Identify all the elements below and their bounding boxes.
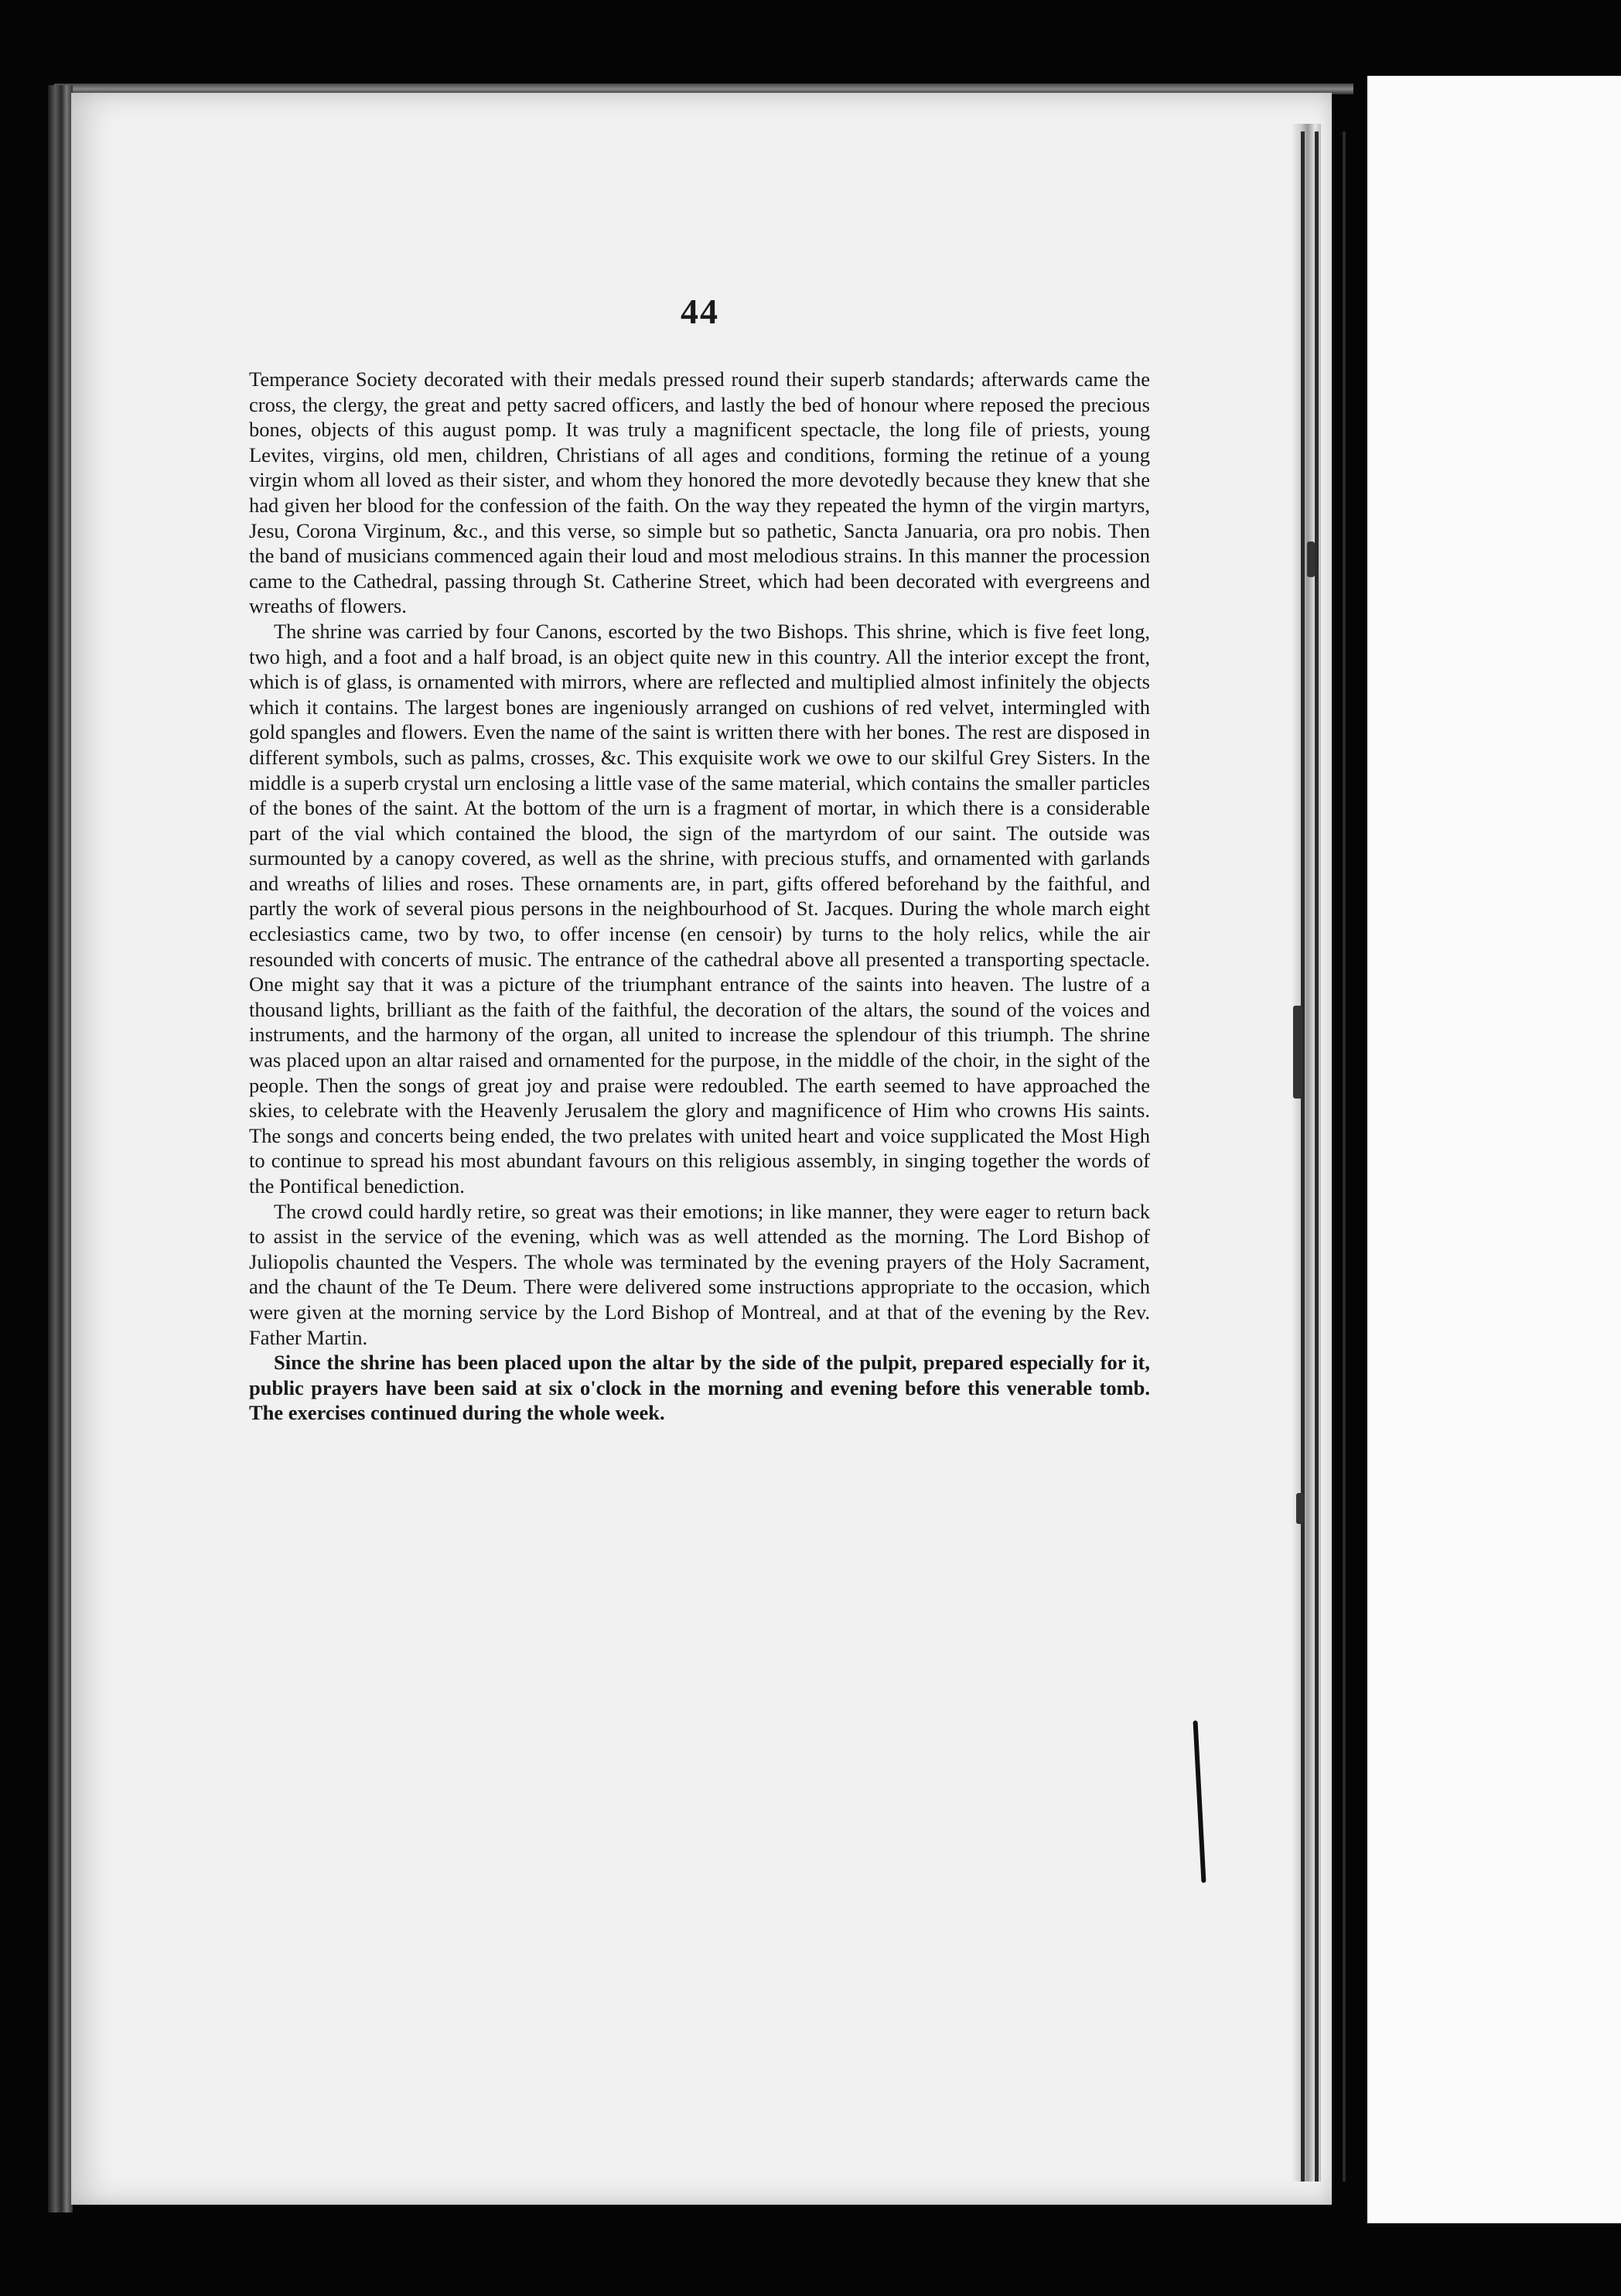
- binding-thread-mark: [1307, 542, 1315, 577]
- page-number: 44: [681, 292, 719, 331]
- binding-thread-mark: [1296, 1493, 1304, 1524]
- paragraph: Since the shrine has been placed upon the altar by the side of the pulpit, prepared especially for it, public prayers have been said at six o'clock in the morning and evening before this venerable tomb. The exercises continued during the whole week.: [249, 1351, 1150, 1425]
- paragraph: Temperance Society decorated with their medals pressed round their superb standards; afterwards came the cross, the clergy, the great and petty sacred officers, and lastly the bed of honour where reposed the precious bones, objects of this august pomp. It was truly a magnificent spectacle, the long file of priests, young Levites, virgins, old men, children, Christians of all ages and conditions, forming the retinue of a young virgin whom all loved as their sister, and whom they honored the more devotedly because they knew that she had given her blood for the confession of the faith. On the way they repeated the hymn of the virgin martyrs, Jesu, Corona Virginum, &c., and this verse, so simple but so pathetic, Sancta Januaria, ora pro nobis. Then the band of musicians commenced again their loud and most melodious strains. In this manner the procession came to the Cathedral, passing through St. Catherine Street, which had been decorated with evergreens and wreaths of flowers.: [249, 367, 1150, 618]
- gutter-shadow-line: [1315, 132, 1319, 2182]
- book-left-edge: [48, 85, 73, 2212]
- paragraph: The crowd could hardly retire, so great was their emotions; in like manner, they were eager to return back to assist in the service of the evening, which was as well attended as the morning. The Lord Bishop of Juliopolis chaunted the Vespers. The whole was terminated by the evening prayers of the Holy Sacrament, and the chaunt of the Te Deum. There were delivered some instructions appropriate to the occasion, which were given at the morning service by the Lord Bishop of Montreal, and at that of the evening by the Rev. Father Martin.: [249, 1199, 1150, 1349]
- binding-thread-mark: [1293, 1006, 1302, 1098]
- gutter-shadow-line: [1343, 132, 1346, 2182]
- paragraph: The shrine was carried by four Canons, escorted by the two Bishops. This shrine, which is five feet long, two high, and a foot and a half broad, is an object quite new in this country. All the interior except the front, which is of glass, is ornamented with mirrors, where are reflected and multiplied almost infinitely the objects which it contains. The largest bones are ingeniously arranged on cushions of red velvet, intermingled with gold spangles and flowers. Even the name of the saint is written there with her bones. The rest are disposed in different symbols, such as palms, crosses, &c. This exquisite work we owe to our skilful Grey Sisters. In the middle is a superb crystal urn enclosing a little vase of the same material, which contains the smaller particles of the bones of the saint. At the bottom of the urn is a fragment of mortar, in which there is a considerable part of the vial which contained the blood, the sign of the martyrdom of our saint. The outside was surmounted by a canopy covered, as well as the shrine, with precious stuffs, and ornamented with garlands and wreaths of lilies and roses. These ornaments are, in part, gifts offered beforehand by the faithful, and partly the work of several pious persons in the neighbourhood of St. Jacques. During the whole march eight ecclesiastics came, two by two, to offer incense (en censoir) by turns to the holy relics, while the air resounded with concerts of music. The entrance of the cathedral above all presented a transporting spectacle. One might say that it was a picture of the triumphant entrance of the saints into heaven. The lustre of a thousand lights, brilliant as the faith of the faithful, the decoration of the altars, the sound of the voices and instruments, and the harmony of the organ, all united to increase the splendour of this triumph. The shrine was placed upon an altar raised and ornamented for the purpose, in the middle of the choir, in the sight of the people. Then the songs of great joy and praise were redoubled. The earth seemed to have approached the skies, to celebrate with the Heavenly Jerusalem the glory and magnificence of Him who crowns His saints. The songs and concerts being ended, the two prelates with united heart and voice supplicated the Most High to continue to spread his most abundant favours on this religious assembly, in singing together the words of the Pontifical benediction.: [249, 619, 1150, 1198]
- gutter-shadow-line: [1301, 132, 1305, 2182]
- body-text: [249, 367, 1150, 1426]
- facing-blank-leaf: [1367, 76, 1621, 2223]
